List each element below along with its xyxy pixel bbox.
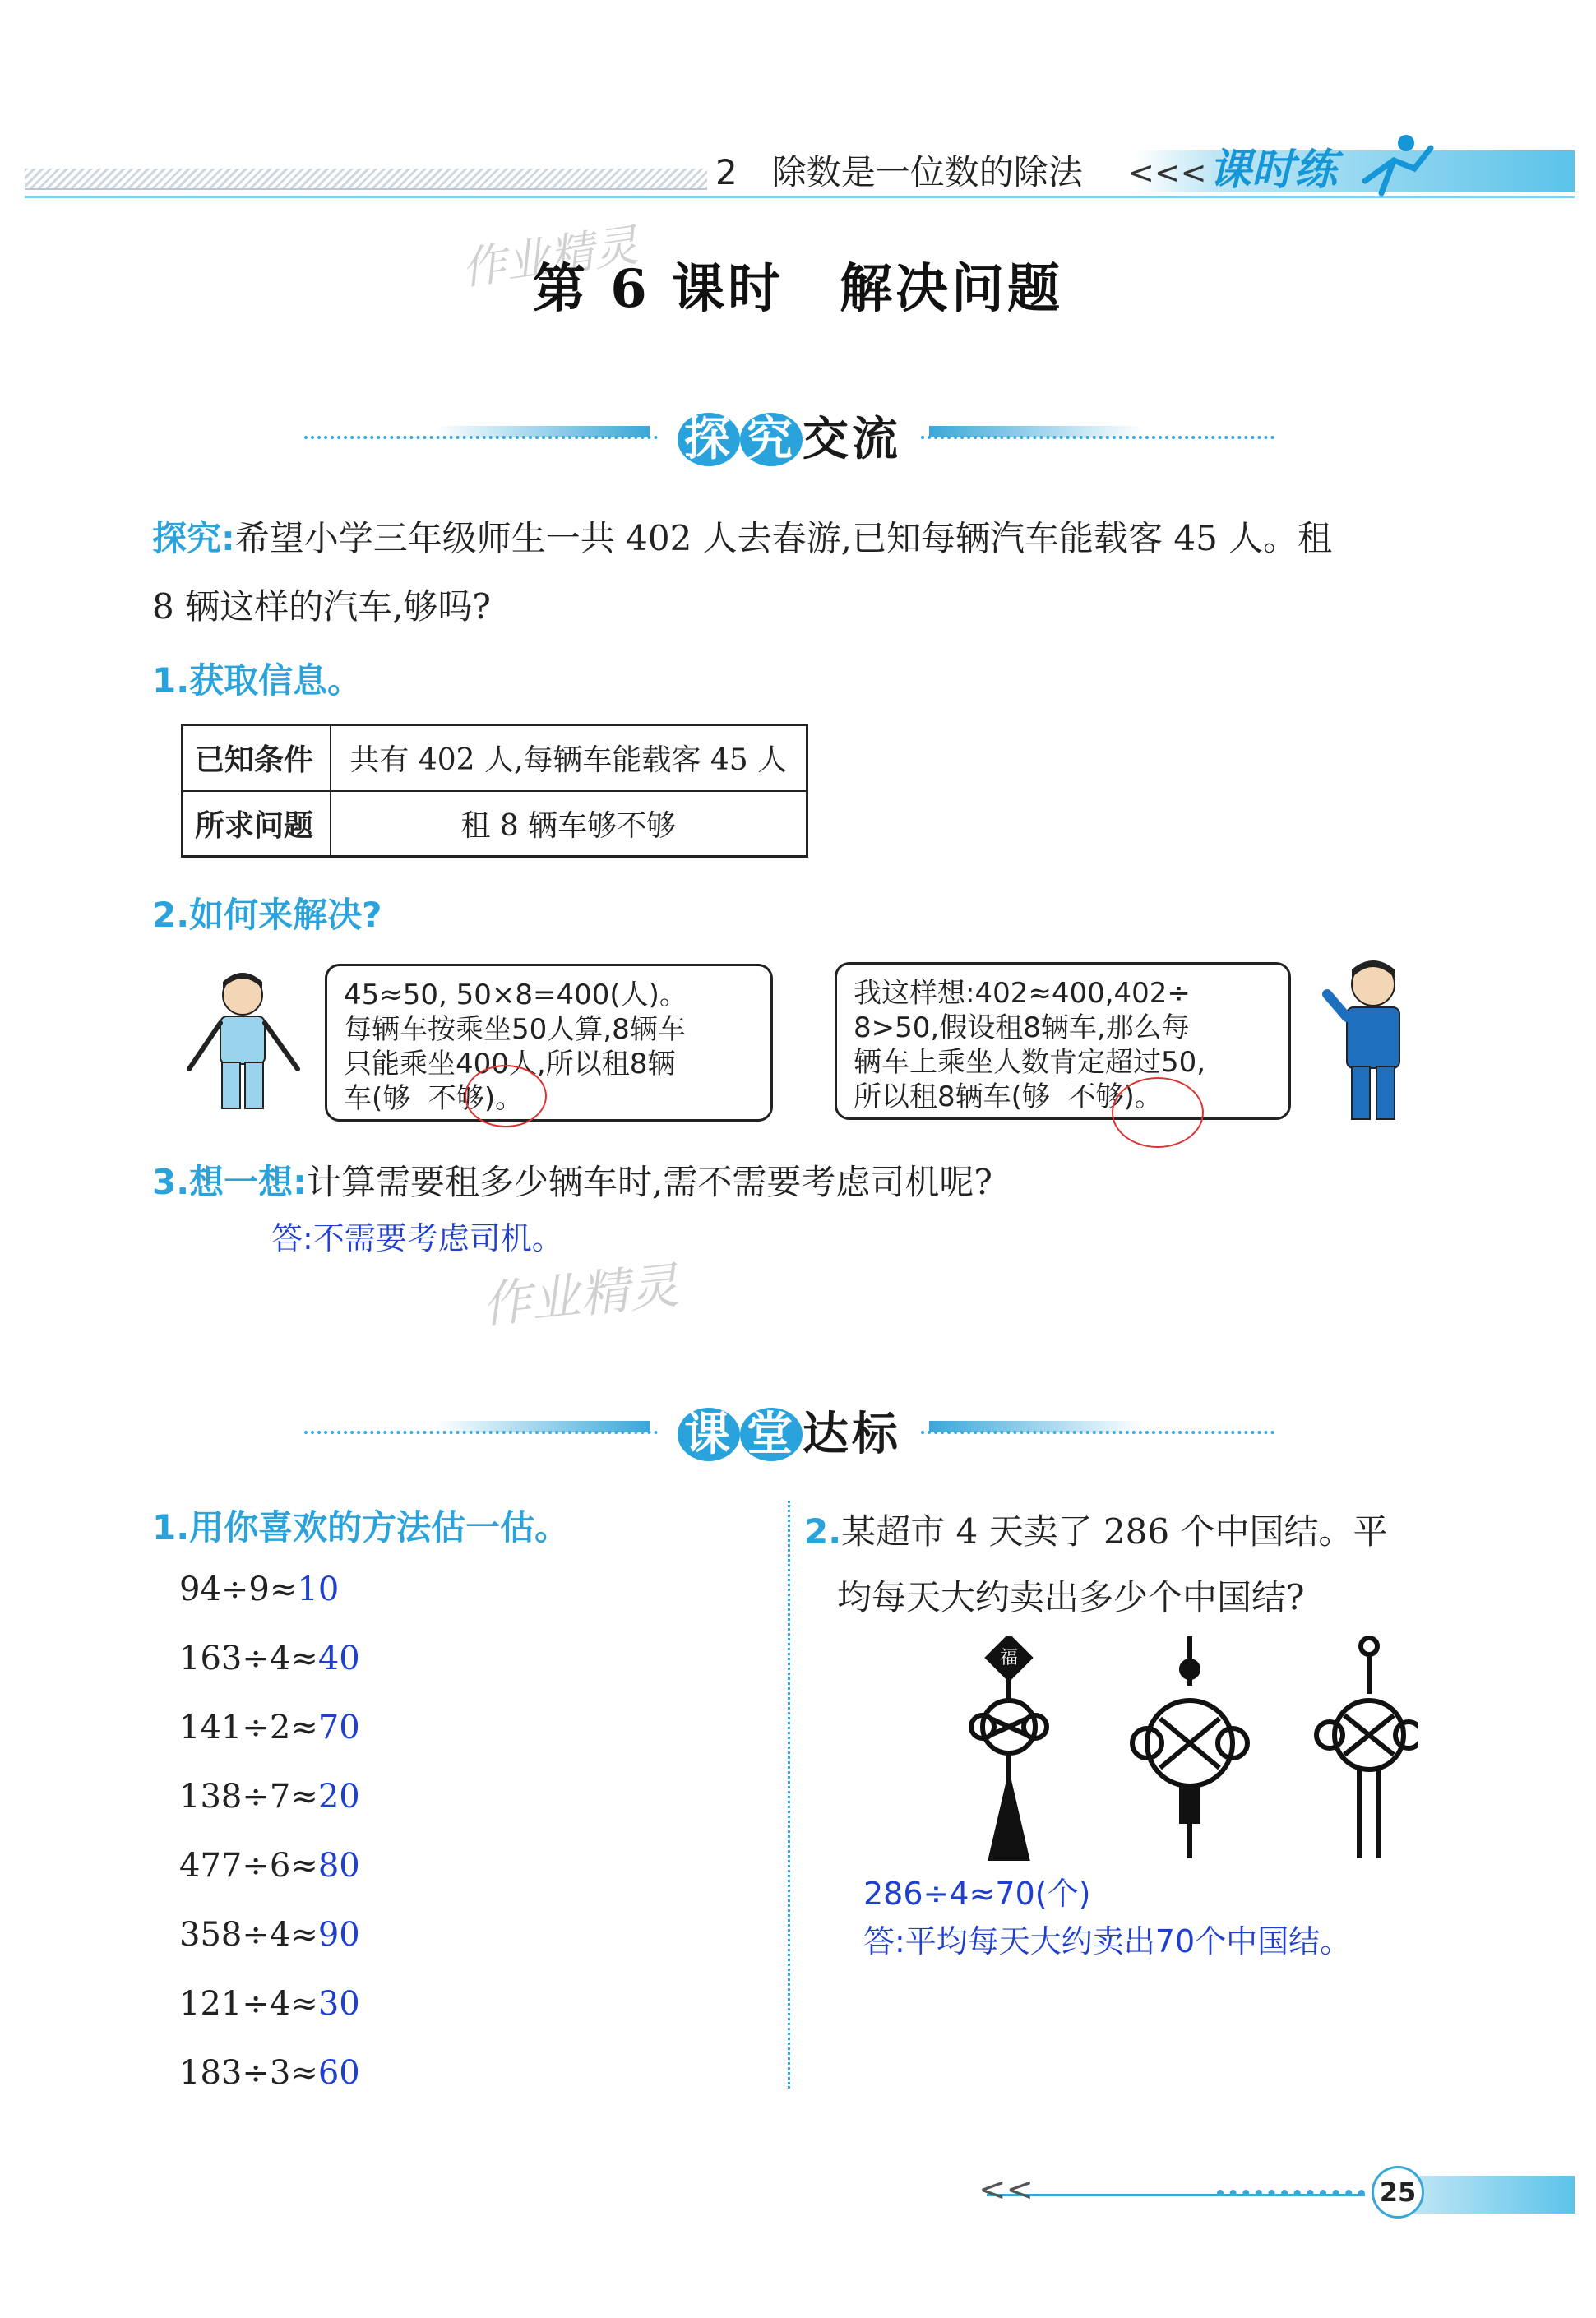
practice-q2-line2: 均每天大约卖出多少个中国结? [837,1577,1305,1617]
estimate-expression: 121÷4≈ [179,1985,318,2023]
table-value: 共有 402 人,每辆车能载客 45 人 [331,725,807,791]
estimate-item [179,2054,360,2092]
speech-bubble-right [835,962,1291,1120]
footer-dots [1217,2190,1365,2196]
column-divider [788,1501,790,2089]
question-2-heading: 2.如何来解决? [152,895,382,935]
banner-text: 达标 [803,1408,901,1461]
brand-logo: 课时练 [1209,146,1338,195]
estimate-answer: 60 [317,2054,360,2092]
knot-1 [971,1637,1047,1858]
question-3-answer: 答:不需要考虑司机。 [271,1220,563,1256]
explore-problem [152,514,1332,563]
estimate-item [179,1571,339,1608]
banner-char: 课 [678,1408,740,1461]
practice-q2-answer: 答:平均每天大约卖出70个中国结。 [863,1923,1352,1959]
chapter-title: 2 除数是一位数的除法 [715,152,1083,192]
estimate-answer: 20 [317,1778,360,1816]
explore-tag: 探究: [152,518,235,558]
estimate-answer: 90 [317,1916,360,1954]
question-1-heading: 1.获取信息。 [152,660,363,701]
estimate-item [179,1916,360,1954]
knot-3 [1316,1638,1418,1858]
section-banner-practice [304,1390,1274,1480]
estimate-expression: 183÷3≈ [179,2054,318,2092]
estimate-item [179,1778,360,1816]
running-figure-icon [1349,132,1439,197]
question-3-heading: 3.想一想:计算需要租多少辆车时,需不需要考虑司机呢? [152,1162,992,1202]
bubble-line: 只能乘坐400人,所以租8辆 [344,1048,676,1080]
practice-q2-line1: 2.某超市 4 天卖了 286 个中国结。平 [804,1511,1388,1552]
estimate-item [179,1640,360,1677]
header-stripe [25,169,707,190]
estimate-answer: 10 [297,1571,340,1608]
bubble-line: 我这样想:402≈400,402÷ [854,977,1191,1010]
bubble-line: 8>50,假设租8辆车,那么每 [854,1011,1190,1044]
bubble-line: 所以租8辆车(够 不够)。 [854,1080,1163,1113]
banner-char: 堂 [740,1408,803,1461]
estimate-answer: 30 [317,1985,360,2023]
banner-char: 究 [740,413,803,466]
bubble-answer: 不够 [1067,1080,1124,1113]
estimate-answer: 70 [317,1709,360,1747]
estimate-answer: 40 [317,1640,360,1677]
explore-problem-cont: 8 辆这样的汽车,够吗? [152,586,491,627]
bubble-line: 车(够 不够)。 [344,1082,524,1115]
boy-illustration-left [173,970,312,1110]
info-table [181,724,808,858]
boy-illustration-right [1316,958,1431,1122]
estimate-item [179,1709,360,1747]
footer-band [1414,2176,1575,2214]
estimate-expression: 358÷4≈ [179,1916,318,1954]
table-key: 已知条件 [183,725,331,791]
bubble-answer: 不够 [428,1082,484,1115]
fu-char: 福 [999,1648,1019,1668]
footer-arrow-icon: << [978,2171,1034,2209]
estimate-item [179,1847,360,1885]
watermark: 作业精灵 [479,1256,682,1335]
table-value: 租 8 辆车够不够 [331,791,807,857]
answer-circle [465,1065,547,1127]
estimate-expression: 477÷6≈ [179,1847,318,1885]
chinese-knot-illustration [958,1636,1418,1867]
watermark: 作业精灵 [458,219,641,295]
estimate-answer: 80 [317,1847,360,1885]
estimate-item [179,1985,360,2023]
estimate-expression: 138÷7≈ [179,1778,318,1816]
speech-bubble-left [325,964,773,1122]
practice-q1-heading: 1.用你喜欢的方法估一估。 [152,1507,570,1548]
estimate-expression: 94÷9≈ [179,1571,298,1608]
bubble-line: 辆车上乘坐人数肯定超过50, [854,1046,1206,1079]
lesson-title: 第 6 课时 解决问题 [532,258,1064,320]
estimate-expression: 163÷4≈ [179,1640,318,1677]
practice-q2-calc: 286÷4≈70(个) [863,1876,1091,1912]
section-banner-explore [304,395,1274,485]
table-key: 所求问题 [183,791,331,857]
page-number: 25 [1372,2166,1424,2219]
bubble-line: 每辆车按乘坐50人算,8辆车 [344,1013,686,1046]
banner-char: 探 [678,413,740,466]
header-arrows: <<< [1128,155,1207,191]
table-row [183,791,807,857]
answer-circle [1112,1077,1204,1148]
estimate-expression: 141÷2≈ [179,1709,318,1747]
knot-2 [1132,1636,1247,1858]
bubble-line: 45≈50, 50×8=400(人)。 [344,979,687,1011]
table-row [183,725,807,791]
explore-text: 希望小学三年级师生一共 402 人去春游,已知每辆汽车能载客 45 人。租 [234,518,1333,558]
banner-text: 交流 [803,413,901,466]
